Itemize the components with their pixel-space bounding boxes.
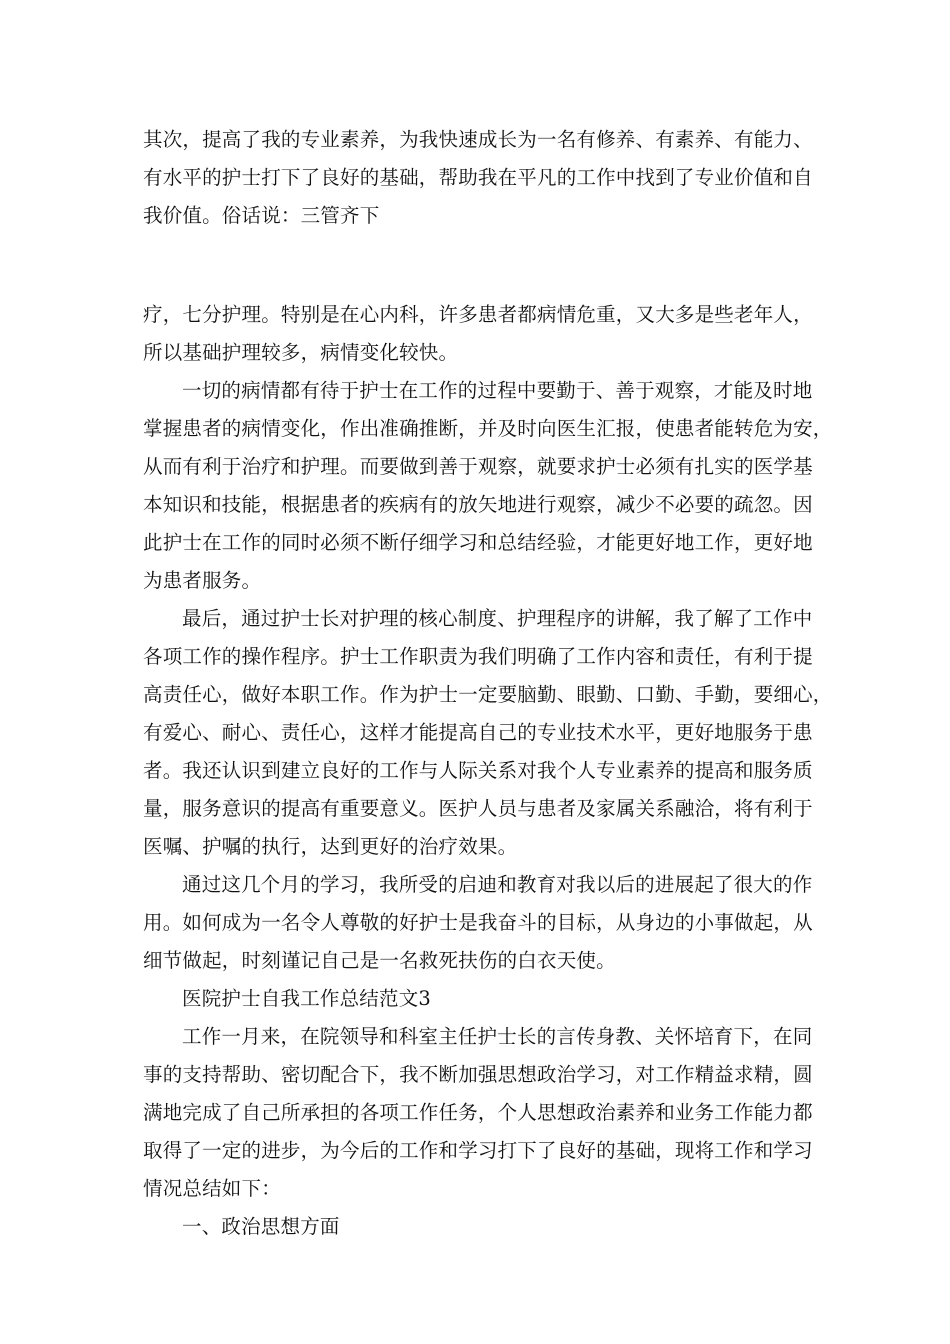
text-block-main <box>143 296 833 1246</box>
text-line: 本知识和技能，根据患者的疾病有的放矢地进行观察，减少不必要的疏忽。因 <box>143 493 813 516</box>
paragraph-start-line: 工作一月来，在院领导和科室主任护士长的言传身教、关怀培育下，在同 <box>182 1025 813 1048</box>
text-line: 医嘱、护嘱的执行，达到更好的治疗效果。 <box>143 835 518 858</box>
text-block-top <box>143 121 813 235</box>
paragraph-start-line: 一切的病情都有待于护士在工作的过程中要勤于、善于观察，才能及时地 <box>182 379 813 402</box>
text-line: 从而有利于治疗和护理。而要做到善于观察，就要求护士必须有扎实的医学基 <box>143 455 813 478</box>
text-line: 各项工作的操作程序。护士工作职责为我们明确了工作内容和责任，有利于提 <box>143 645 813 668</box>
text-line: 用。如何成为一名令人尊敬的好护士是我奋斗的目标，从身边的小事做起，从 <box>143 911 813 934</box>
text-line: 情况总结如下： <box>143 1177 281 1200</box>
text-line: 者。我还认识到建立良好的工作与人际关系对我个人专业素养的提高和服务质 <box>143 759 813 782</box>
text-line: 高责任心，做好本职工作。作为护士一定要脑勤、眼勤、口勤、手勤，要细心， <box>143 683 833 706</box>
section-heading: 医院护士自我工作总结范文3 <box>182 987 432 1010</box>
text-line: 此护士在工作的同时必须不断仔细学习和总结经验，才能更好地工作，更好地 <box>143 531 813 554</box>
text-line: 我价值。俗话说：三管齐下 <box>143 204 380 227</box>
text-line: 有爱心、耐心、责任心，这样才能提高自己的专业技术水平，更好地服务于患 <box>143 721 813 744</box>
paragraph-start-line: 通过这几个月的学习，我所受的启迪和教育对我以后的进展起了很大的作 <box>182 873 813 896</box>
text-line: 掌握患者的病情变化，作出准确推断，并及时向医生汇报，使患者能转危为安， <box>143 417 833 440</box>
text-line: 疗，七分护理。特别是在心内科，许多患者都病情危重，又大多是些老年人， <box>143 303 813 326</box>
text-line: 所以基础护理较多，病情变化较快。 <box>143 341 459 364</box>
section-heading: 一、政治思想方面 <box>182 1215 340 1238</box>
text-line: 为患者服务。 <box>143 569 262 592</box>
text-line: 其次，提高了我的专业素养，为我快速成长为一名有修养、有素养、有能力、 <box>143 128 813 151</box>
text-line: 取得了一定的进步，为今后的工作和学习打下了良好的基础，现将工作和学习 <box>143 1139 813 1162</box>
text-line: 事的支持帮助、密切配合下，我不断加强思想政治学习，对工作精益求精，圆 <box>143 1063 813 1086</box>
text-line: 量，服务意识的提高有重要意义。医护人员与患者及家属关系融洽，将有利于 <box>143 797 813 820</box>
text-line: 细节做起，时刻谨记自己是一名救死扶伤的白衣天使。 <box>143 949 616 972</box>
text-line: 满地完成了自己所承担的各项工作任务，个人思想政治素养和业务工作能力都 <box>143 1101 813 1124</box>
text-line: 有水平的护士打下了良好的基础，帮助我在平凡的工作中找到了专业价值和自 <box>143 166 813 189</box>
paragraph-start-line: 最后，通过护士长对护理的核心制度、护理程序的讲解，我了解了工作中 <box>182 607 813 630</box>
